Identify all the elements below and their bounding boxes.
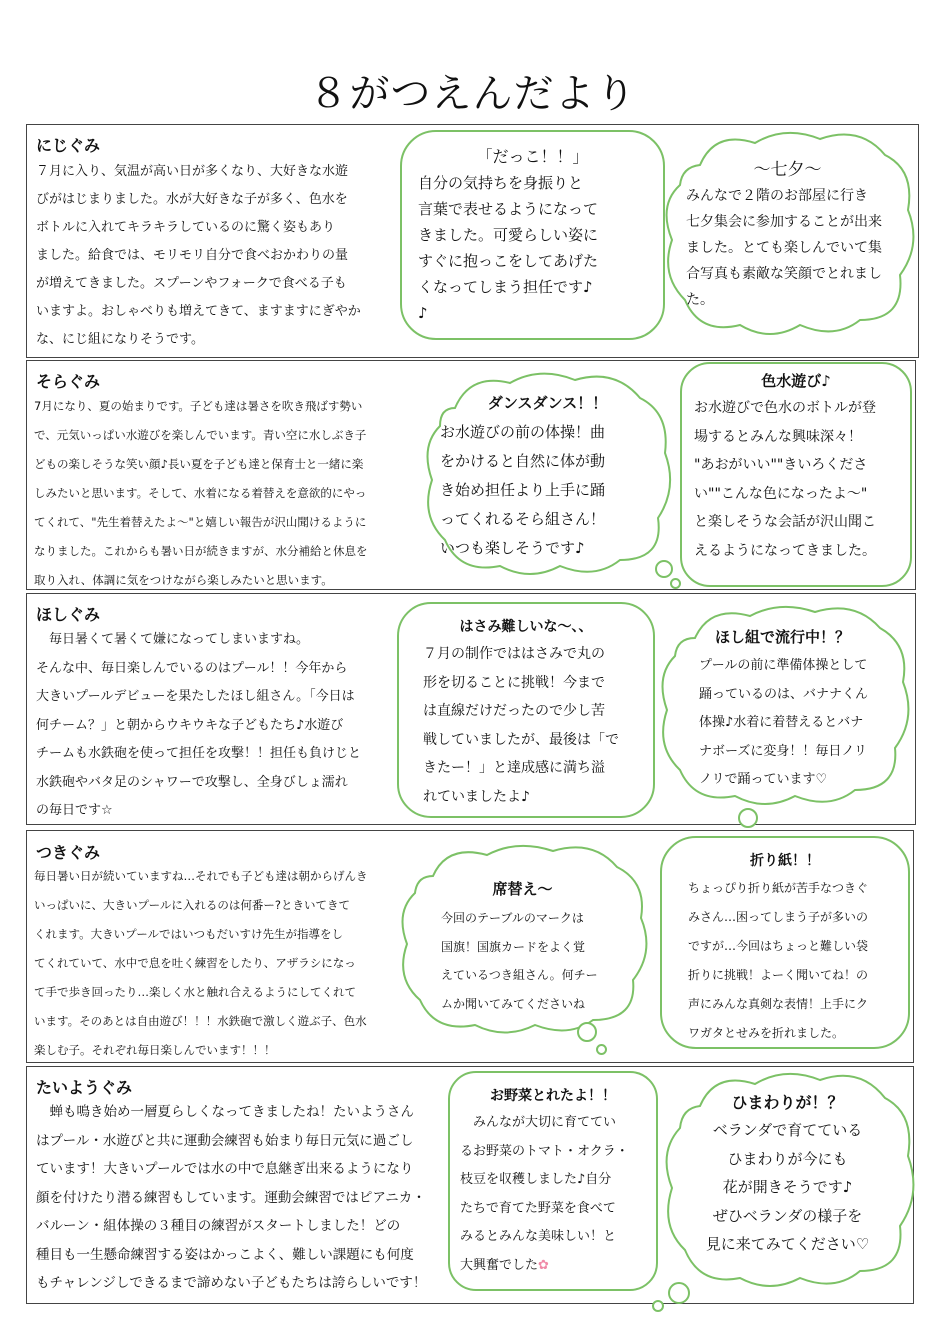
bubble-text: 自分の気持ちを身振りと 言葉で表せるようになって きました。可愛らしい姿に すぐに抱っこをしてあげた くなってしまう担任です♪ ♪ xyxy=(418,174,599,322)
page-title: ８がつえんだより xyxy=(308,71,637,117)
bubble-text xyxy=(460,1109,660,1280)
section-text: 毎日暑くて暑くて嫌になってしまいますね。 そんな中、毎日楽しんでいるのはプール！！今年から 大きいプールデビューを果たしたほし組さん。「今日は 何チーム？」と朝からウキウキな子どもたち♪水遊び チームも水鉄砲を使って担任を攻撃！！担任も負けじと 水鉄砲やバタ足のシャワーで攻撃し、全身びしょ濡れ の毎日です☆ xyxy=(36,632,362,818)
section-heading: たいようぐみ xyxy=(36,1078,133,1097)
thought-cloud xyxy=(655,600,910,815)
section-heading: そらぐみ xyxy=(36,372,101,391)
speech-bubble xyxy=(397,602,655,818)
section-heading: つきぐみ xyxy=(36,843,101,862)
bubble-dot xyxy=(670,578,681,589)
section-heading: ほしぐみ xyxy=(36,605,101,624)
bubble-text: プールの前に準備体操として 踊っているのは、バナナくん 体操♪水着に着替えるとバナ ナボーズに変身！！毎日ノリ ノリで踊っています♡ xyxy=(699,658,869,787)
thought-cloud xyxy=(395,840,650,1040)
flower-icon: ✿ xyxy=(538,1257,549,1273)
bubble-title: ダンスダンス！！ xyxy=(487,394,608,412)
section-text: 蝉も鳴き始め一層夏らしくなってきましたね！たいようさん はプール・水遊びと共に運動会練習も始まり毎日元気に過ごし ています！大きいプールでは水の中で息継ぎ出来るようになり 顔を付けたり潜る練習もしています。運動会練習ではピアニカ・ バルーン・組体操の３種目の練習がスタートしました！どの 種目も一生懸命練習する姿はかっこよく、難しい課題にも何度 もチャレンジしできるまで諦めない子どもたちは誇らしいです！ xyxy=(36,1104,427,1291)
bubble-dot xyxy=(738,808,758,828)
bubble-text: ちょっぴり折り紙が苦手なつきぐ みさん…困ってしまう子が多いの ですが…今回はちょっと難しい袋 折りに挑戦！よーく聞いてね！の 声にみんな真剣な表情！上手にク ワガタとせみを折れました。 xyxy=(688,881,869,1040)
section-text: ７月に入り、気温が高い日が多くなり、大好きな水遊 びがはじまりました。水が大好きな子が多く、色水を ボトルに入れてキラキラしているのに驚く姿もあり ました。給食では、モリモリ自分で食べおかわりの量 が増えてきました。スプーンやフォークで食べる子も いますよ。おしゃべりも増えてきて、ますますにぎやか な、にじ組になりそうです。 xyxy=(36,164,361,347)
speech-bubble xyxy=(400,130,665,340)
bubble-text: 今回のテーブルのマークは 国旗！国旗カードをよく覚 えているつき組さん。何チー ムか聞いてみてくださいね xyxy=(441,911,598,1011)
section-heading: にじぐみ xyxy=(36,136,101,155)
bubble-title: 折り紙！！ xyxy=(750,853,820,869)
bubble-title: 「だっこ！！」 xyxy=(476,147,589,166)
bubble-text: お水遊びの前の体操！曲 をかけると自然に体が動 き始め担任より上手に踊 ってくれるそら組さん！ いつも楽しそうです♪ xyxy=(440,423,606,557)
bubble-text: ７月の制作でははさみで丸の 形を切ることに挑戦！今まで は直線だけだったので少し苦 戦していましたが、最後は「で きたー！」と達成感に満ち溢 れていましたよ♪ xyxy=(423,646,619,805)
thought-cloud xyxy=(660,125,915,340)
bubble-dot xyxy=(596,1044,607,1055)
speech-bubble xyxy=(660,836,910,1049)
bubble-dot xyxy=(577,1022,597,1042)
bubble-dot xyxy=(652,1300,664,1312)
bubble-title: ひまわりが！？ xyxy=(731,1093,844,1112)
bubble-title: お野菜とれたよ！！ xyxy=(490,1088,616,1104)
bubble-title: ～七夕～ xyxy=(753,160,822,180)
bubble-title: 色水遊び♪ xyxy=(761,372,831,390)
bubble-dot xyxy=(668,1282,690,1304)
bubble-text: お水遊びで色水のボトルが登 場するとみんな興味深々！ "あおがいい""きいろくださ い""こんな色になったよ～" と楽しそうな会話が沢山聞こ えるようになってきました。 xyxy=(694,400,876,559)
bubble-title: 席替え～ xyxy=(492,880,553,898)
bubble-text: ベランダで育てている ひまわりが今にも 花が開きそうです♪ ぜひベランダの様子を 見に来てみてください♡ xyxy=(705,1121,870,1253)
speech-bubble xyxy=(680,362,912,587)
bubble-dot xyxy=(655,560,673,578)
section-text: 毎日暑い日が続いていますね…それでも子ども達は朝からげんき いっぱいに、大きいプールに入れるのは何番ー?ときいてきて くれます。大きいプールではいつもだいすけ先生が指導をし てくれていて、水中で息を吐く練習をしたり、アザラシになっ て手で歩き回ったり…楽しく水と触れ合えるようにしてくれて います。そのあとは自由遊び！！！水鉄砲で激しく遊ぶ子、色水 楽しむ子。それぞれ毎日楽しんでいます！！！ xyxy=(34,869,368,1057)
bubble-text-content: みんなが大切に育ててい るお野菜のトマト・オクラ・ 枝豆を収穫しました♪自分 たちで育てた野菜を食べて みるとみんな美味しい！と 大興奮でした xyxy=(460,1115,629,1273)
bubble-text: みんなで２階のお部屋に行き 七夕集会に参加することが出来 ました。とても楽しんでいて集 合写真も素敵な笑顔でとれまし た。 xyxy=(686,188,882,308)
section-text: 7月になり、夏の始まりです。子ども達は暑さを吹き飛ばす勢い で、元気いっぱい水遊びを楽しんでいます。青い空に水しぶき子 どもの楽しそうな笑い顔♪長い夏を子ども達と保育士と一緒に楽 しみたいと思います。そして、水着になる着替えを意欲的にやっ てくれて、"先生着替えたよ～"と嬉しい報告が沢山聞けるように なりました。これからも暑い日が続きますが、水分補給と休息を 取り入れ、体調に気をつけながら楽しみたいと思います。 xyxy=(34,399,368,587)
bubble-title: はさみ難しいな～、、 xyxy=(459,619,593,635)
bubble-title: ほし組で流行中！？ xyxy=(714,628,850,646)
thought-cloud xyxy=(420,368,675,593)
thought-cloud xyxy=(660,1066,915,1301)
speech-bubble xyxy=(448,1071,658,1291)
